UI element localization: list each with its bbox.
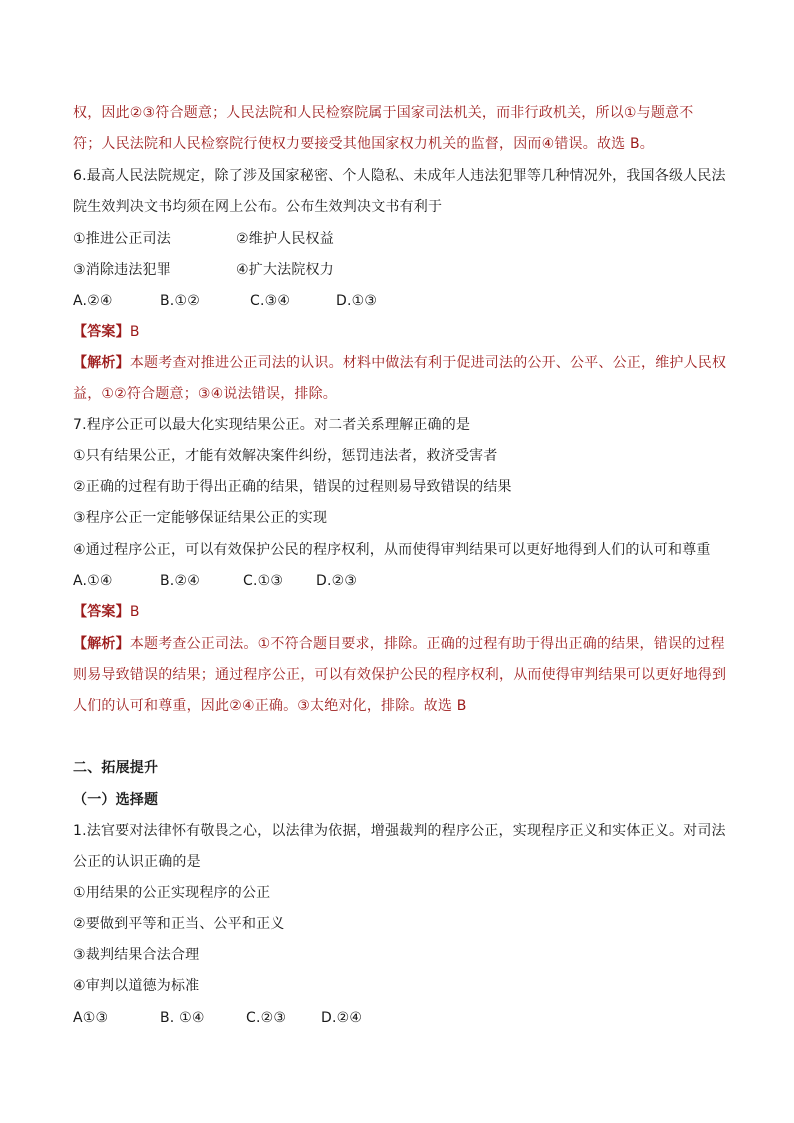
- e1-stem-line-2: 公正的认识正确的是: [73, 854, 201, 870]
- q6-item-4: ④扩大法院权力: [236, 262, 334, 278]
- q7-choice-b: B.②④: [160, 573, 200, 589]
- e1-stem-line-1: 1.法官要对法律怀有敬畏之心，以法律为依据，增强裁判的程序公正，实现程序正义和实体正义。对司法: [73, 823, 726, 839]
- q6-item-1: ①推进公正司法: [73, 231, 171, 247]
- section-2-subtitle: （一）选择题: [73, 792, 159, 808]
- q6-stem-line-1: 6.最高人民法院规定，除了涉及国家秘密、个人隐私、未成年人违法犯罪等几种情况外，我国各级人民法: [73, 168, 726, 184]
- e1-choice-d: D.②④: [321, 1010, 363, 1026]
- e1-item-2: ②要做到平等和正当、公平和正义: [73, 916, 285, 932]
- q7-analysis-line-1: [73, 634, 725, 654]
- q6-answer-value: B: [129, 324, 140, 340]
- q7-answer-value: B: [129, 604, 140, 620]
- q7-analysis-label: 【解析】: [73, 636, 130, 652]
- q6-item-3: ③消除违法犯罪: [73, 262, 171, 278]
- e1-item-4: ④审判以道德为标准: [73, 978, 200, 994]
- q6-choice-a: A.②④: [73, 293, 113, 309]
- q6-choices: [73, 291, 377, 311]
- q6-choice-b: B.①②: [160, 293, 200, 309]
- q6-stem-line-2: 院生效判决文书均须在网上公布。公布生效判决文书有利于: [73, 199, 443, 215]
- q7-answer-label: 【答案】: [73, 604, 130, 620]
- e1-choices: [73, 1008, 362, 1028]
- e1-choice-c: C.②③: [246, 1010, 287, 1026]
- q7-item-2: ②正确的过程有助于得出正确的结果，错误的过程则易导致错误的结果: [73, 479, 512, 495]
- q7-choice-a: A.①④: [73, 573, 113, 589]
- q6-items-row-1: [73, 229, 334, 249]
- q7-choices: [73, 571, 357, 591]
- q6-analysis-line-1: [73, 353, 726, 373]
- q6-analysis-line-2: 益，①②符合题意；③④说法错误，排除。: [73, 386, 338, 402]
- q6-answer-label: 【答案】: [73, 324, 130, 340]
- q6-choice-d: D.①③: [336, 293, 378, 309]
- q7-item-4: ④通过程序公正，可以有效保护公民的程序权利，从而使得审判结果可以更好地得到人们的认可和尊重: [73, 542, 711, 558]
- e1-choice-a: A①③: [73, 1010, 109, 1026]
- e1-choice-b: B. ①④: [160, 1010, 205, 1026]
- q7-analysis-line-3: 人们的认可和尊重，因此②④正确。③太绝对化，排除。故选 B: [73, 698, 467, 714]
- q5-analysis-line-1: 权，因此②③符合题意；人民法院和人民检察院属于国家司法机关，而非行政机关，所以①与题意不: [73, 105, 694, 121]
- q6-analysis-label: 【解析】: [73, 355, 130, 371]
- e1-item-3: ③裁判结果合法合理: [73, 947, 200, 963]
- q7-answer: [73, 602, 140, 622]
- q7-choice-d: D.②③: [316, 573, 358, 589]
- q6-answer: [73, 322, 140, 342]
- q7-item-3: ③程序公正一定能够保证结果公正的实现: [73, 510, 328, 526]
- q7-choice-c: C.①③: [243, 573, 284, 589]
- q6-item-2: ②维护人民权益: [236, 231, 334, 247]
- q7-analysis-line-2: 则易导致错误的结果；通过程序公正，可以有效保护公民的程序权利，从而使得审判结果可以更好地得到: [73, 667, 727, 683]
- q7-analysis-text-1: 本题考查公正司法。①不符合题目要求，排除。正确的过程有助于得出正确的结果，错误的过程: [129, 636, 725, 652]
- section-2-title: 二、拓展提升: [73, 760, 159, 776]
- q7-stem: 7.程序公正可以最大化实现结果公正。对二者关系理解正确的是: [73, 417, 471, 433]
- q6-analysis-text-1: 本题考查对推进公正司法的认识。材料中做法有利于促进司法的公开、公平、公正，维护人民权: [129, 355, 727, 371]
- q5-analysis-line-2: 符；人民法院和人民检察院行使权力要接受其他国家权力机关的监督，因而④错误。故选 B。: [73, 136, 655, 152]
- q6-choice-c: C.③④: [250, 293, 291, 309]
- e1-item-1: ①用结果的公正实现程序的公正: [73, 885, 271, 901]
- q7-item-1: ①只有结果公正，才能有效解决案件纠纷，惩罚违法者，救济受害者: [73, 448, 498, 464]
- q6-items-row-2: [73, 260, 334, 280]
